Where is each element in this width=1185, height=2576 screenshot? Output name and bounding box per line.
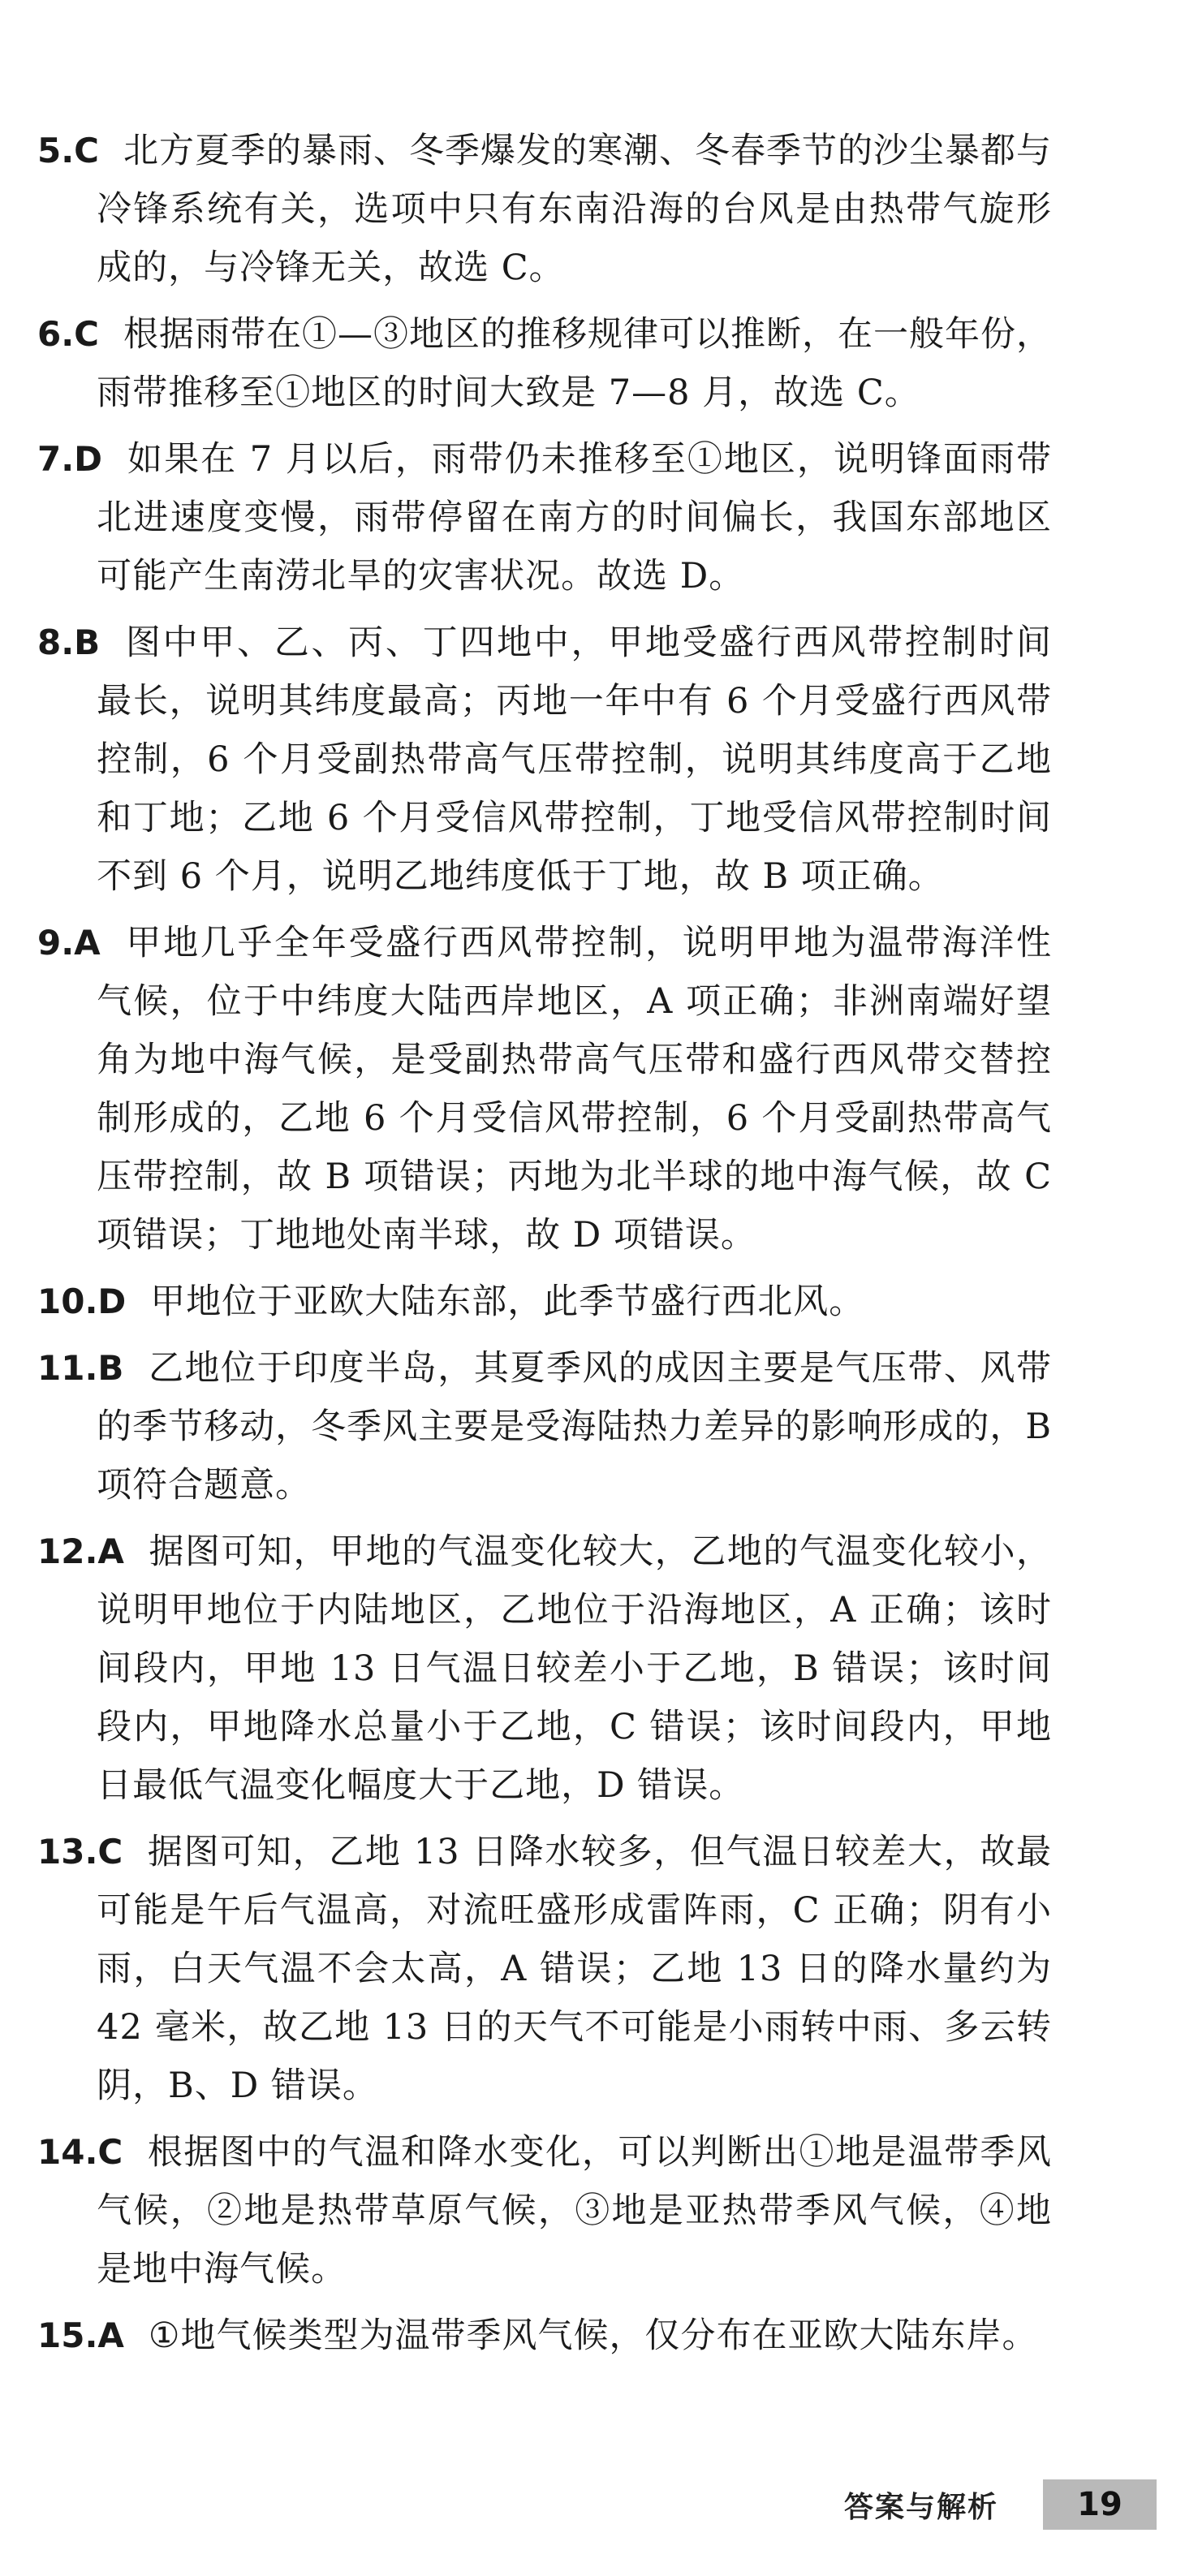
answer-item-6 (37, 305, 1052, 422)
answer-item-11 (37, 1339, 1052, 1514)
answer-item-9 (37, 914, 1052, 1264)
answer-item-7 (37, 430, 1052, 605)
answer-item-5 (37, 122, 1052, 297)
answer-explanation: 甲地几乎全年受盛行西风带控制，说明甲地为温带海洋性气候，位于中纬度大陆西岸地区，A 项正确；非洲南端好望角为地中海气候，是受副热带高气压带和盛行西风带交替控制形成的，乙地 6 个月受信风带控制，6 个月受副热带高气压带控制，故 B 项错误；丙地为北半球的地中海气候，故 C 项错误；丁地地处南半球，故 D 项错误。 (97, 923, 1052, 1256)
answer-item-13 (37, 1823, 1052, 2115)
answer-item-10 (37, 1273, 1052, 1331)
answer-explanation: 乙地位于印度半岛，其夏季风的成因主要是气压带、风带的季节移动，冬季风主要是受海陆热力差异的影响形成的，B 项符合题意。 (97, 1348, 1052, 1506)
answer-explanation: 根据图中的气温和降水变化，可以判断出①地是温带季风气候，②地是热带草原气候，③地是亚热带季风气候，④地是地中海气候。 (97, 2132, 1052, 2290)
answer-explanation: ①地气候类型为温带季风气候，仅分布在亚欧大陆东岸。 (148, 2315, 1038, 2356)
answer-item-12 (37, 1523, 1052, 1815)
answer-list (37, 122, 1052, 2373)
answer-item-8 (37, 614, 1052, 906)
answer-number: 13.C (37, 1832, 123, 1872)
answer-number: 7.D (37, 439, 103, 479)
answer-item-15 (37, 2307, 1052, 2365)
answer-explanation: 图中甲、乙、丙、丁四地中，甲地受盛行西风带控制时间最长，说明其纬度最高；丙地一年中有 6 个月受盛行西风带控制，6 个月受副热带高气压带控制，说明其纬度高于乙地和丁地；乙地 6 个月受信风带控制，丁地受信风带控制时间不到 6 个月，说明乙地纬度低于丁地，故 B 项正确。 (97, 622, 1052, 897)
answer-number: 15.A (37, 2315, 124, 2355)
answer-number: 10.D (37, 1282, 127, 1321)
answer-explanation: 北方夏季的暴雨、冬季爆发的寒潮、冬春季节的沙尘暴都与冷锋系统有关，选项中只有东南沿海的台风是由热带气旋形成的，与冷锋无关，故选 C。 (97, 131, 1053, 288)
answer-explanation: 如果在 7 月以后，雨带仍未推移至①地区，说明锋面雨带北进速度变慢，雨带停留在南方的时间偏长，我国东部地区可能产生南涝北旱的灾害状况。故选 D。 (97, 439, 1052, 597)
answer-explanation: 据图可知，甲地的气温变化较大，乙地的气温变化较小，说明甲地位于内陆地区，乙地位于沿海地区，A 正确；该时间段内，甲地 13 日气温日较差小于乙地，B 错误；该时间段内，甲地降水总量小于乙地，C 错误；该时间段内，甲地日最低气温变化幅度大于乙地，D 错误。 (97, 1531, 1052, 1806)
answer-number: 11.B (37, 1348, 124, 1388)
page-footer (844, 2479, 1157, 2530)
answer-number: 9.A (37, 923, 101, 963)
answer-number: 6.C (37, 314, 100, 354)
footer-section-label: 答案与解析 (844, 2491, 999, 2524)
answer-item-14 (37, 2123, 1052, 2298)
answer-number: 5.C (37, 131, 100, 170)
answer-explanation: 据图可知，乙地 13 日降水较多，但气温日较差大，故最可能是午后气温高，对流旺盛形成雷阵雨，C 正确；阴有小雨，白天气温不会太高，A 错误；乙地 13 日的降水量约为 42 毫米，故乙地 13 日的天气不可能是小雨转中雨、多云转阴，B、D 错误。 (97, 1832, 1052, 2106)
answer-explanation: 根据雨带在①—③地区的推移规律可以推断，在一般年份，雨带推移至①地区的时间大致是 7—8 月，故选 C。 (97, 314, 1053, 413)
page-number-badge: 19 (1043, 2479, 1157, 2530)
answer-number: 12.A (37, 1531, 124, 1571)
answer-explanation: 甲地位于亚欧大陆东部，此季节盛行西北风。 (150, 1282, 865, 1322)
answer-number: 14.C (37, 2132, 123, 2172)
answer-number: 8.B (37, 622, 101, 662)
